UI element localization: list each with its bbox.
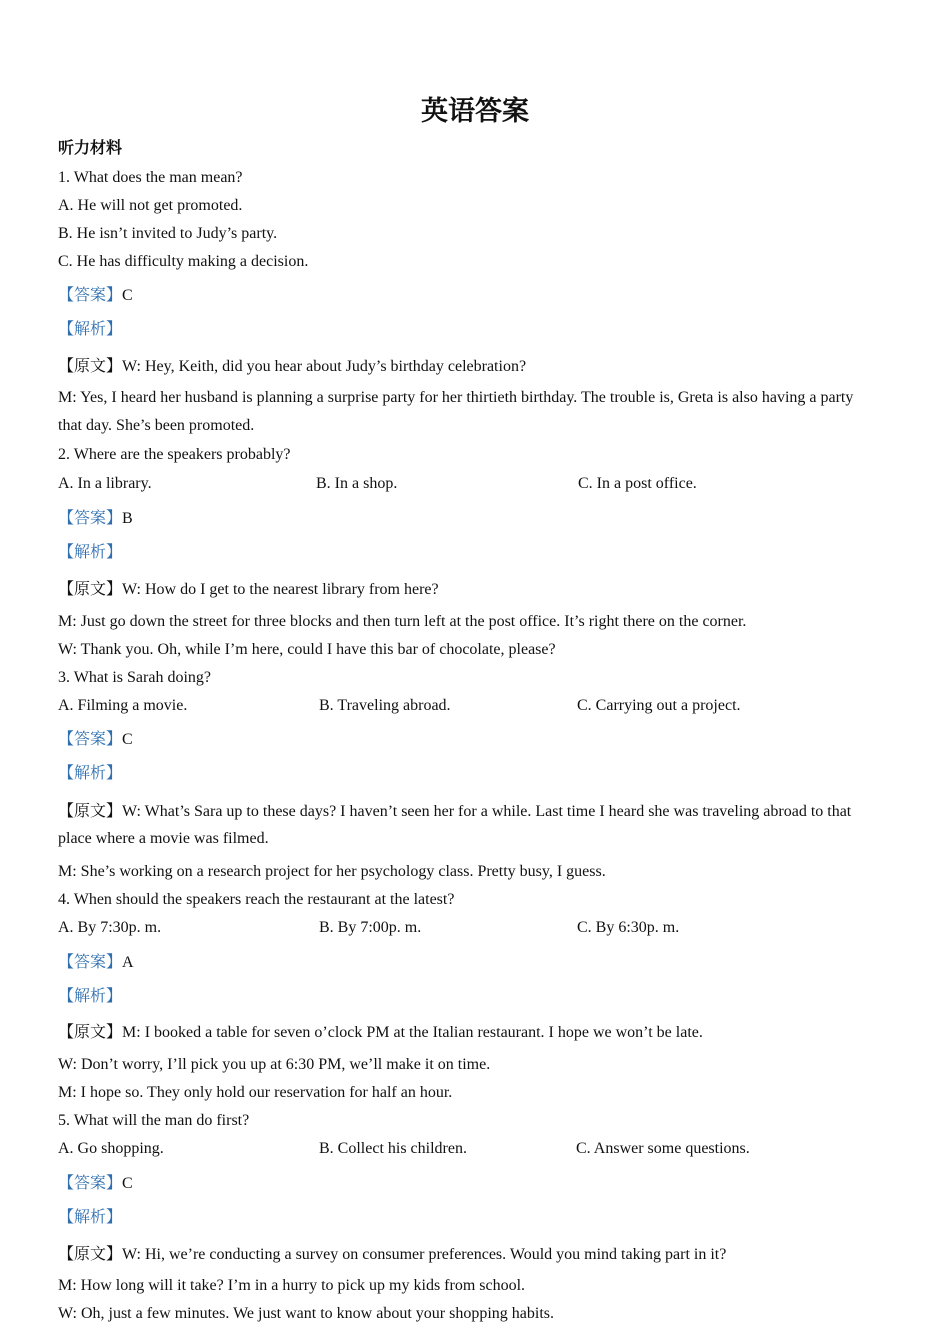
question-3: 3. What is Sarah doing? — [58, 669, 212, 686]
q2-option-b: B. In a shop. — [316, 475, 398, 492]
answer-tag: 【答案】 — [58, 510, 123, 527]
q2-answer-value: B — [122, 510, 133, 527]
q4-option-c: C. By 6:30p. m. — [577, 919, 680, 936]
q5-original-line-1: W: Hi, we’re conducting a survey on consumer preferences. Would you mind taking part in it? — [122, 1246, 727, 1263]
q2-original-line-2: M: Just go down the street for three blocks and then turn left at the post office. It’s right there on the corner. — [58, 613, 747, 630]
q4-original-line-1: M: I booked a table for seven o’clock PM at the Italian restaurant. I hope we won’t be late. — [122, 1024, 703, 1041]
original-tag: 【原文】 — [58, 358, 123, 375]
original-tag: 【原文】 — [58, 1024, 123, 1041]
section-heading: 听力材料 — [58, 140, 123, 157]
q3-original-line-1: W: What’s Sara up to these days? I haven’t seen her for a while. Last time I heard she was traveling abroad to that place where a movie was filmed. — [58, 803, 852, 847]
q1-option-c: C. He has difficulty making a decision. — [58, 253, 309, 270]
answer-tag: 【答案】 — [58, 731, 123, 748]
q3-original-1 — [58, 798, 868, 852]
answer-tag: 【答案】 — [58, 954, 123, 971]
q5-original-line-3: W: Oh, just a few minutes. We just want to know about your shopping habits. — [58, 1305, 554, 1322]
analysis-tag: 【解析】 — [58, 321, 123, 338]
q2-answer — [58, 509, 133, 529]
q1-answer — [58, 286, 133, 306]
q4-original-line-2: W: Don’t worry, I’ll pick you up at 6:30 PM, we’ll make it on time. — [58, 1056, 491, 1073]
q4-original-1 — [58, 1023, 703, 1043]
q5-option-b: B. Collect his children. — [319, 1140, 467, 1157]
q1-answer-value: C — [122, 287, 133, 304]
page-title: 英语答案 — [421, 96, 529, 126]
q5-answer-value: C — [122, 1175, 133, 1192]
q3-original-line-2: M: She’s working on a research project for her psychology class. Pretty busy, I guess. — [58, 863, 606, 880]
q4-answer — [58, 953, 134, 973]
q5-original-1 — [58, 1245, 726, 1265]
q4-analysis — [58, 987, 122, 1007]
q2-option-c: C. In a post office. — [578, 475, 697, 492]
question-2: 2. Where are the speakers probably? — [58, 446, 291, 463]
q1-option-a: A. He will not get promoted. — [58, 197, 243, 214]
q2-analysis — [58, 543, 122, 563]
question-5: 5. What will the man do first? — [58, 1112, 250, 1129]
question-4: 4. When should the speakers reach the restaurant at the latest? — [58, 891, 455, 908]
q4-original-line-3: M: I hope so. They only hold our reservation for half an hour. — [58, 1084, 453, 1101]
q4-option-a: A. By 7:30p. m. — [58, 919, 162, 936]
q2-option-a: A. In a library. — [58, 475, 152, 492]
q5-analysis — [58, 1208, 122, 1228]
analysis-tag: 【解析】 — [58, 1209, 123, 1226]
q2-original-1 — [58, 580, 439, 600]
q2-original-line-3: W: Thank you. Oh, while I’m here, could I have this bar of chocolate, please? — [58, 641, 556, 658]
q5-option-c: C. Answer some questions. — [576, 1140, 750, 1157]
q2-original-line-1: W: How do I get to the nearest library from here? — [122, 581, 439, 598]
original-tag: 【原文】 — [58, 803, 123, 820]
q3-answer — [58, 730, 133, 750]
q4-option-b: B. By 7:00p. m. — [319, 919, 422, 936]
q3-option-c: C. Carrying out a project. — [577, 697, 741, 714]
q1-analysis — [58, 320, 122, 340]
q1-original-line-2: M: Yes, I heard her husband is planning a surprise party for her thirtieth birthday. The trouble is, Greta is also having a party that day. She’s been promoted. — [58, 389, 854, 434]
q1-option-b: B. He isn’t invited to Judy’s party. — [58, 225, 278, 242]
q1-original-1 — [58, 357, 526, 377]
q3-option-a: A. Filming a movie. — [58, 697, 188, 714]
analysis-tag: 【解析】 — [58, 765, 123, 782]
q3-option-b: B. Traveling abroad. — [319, 697, 451, 714]
analysis-tag: 【解析】 — [58, 544, 123, 561]
original-tag: 【原文】 — [58, 1246, 123, 1263]
q4-answer-value: A — [122, 954, 134, 971]
question-1: 1. What does the man mean? — [58, 169, 243, 186]
analysis-tag: 【解析】 — [58, 988, 123, 1005]
q3-answer-value: C — [122, 731, 133, 748]
q1-original-line-1: W: Hey, Keith, did you hear about Judy’s birthday celebration? — [122, 358, 527, 375]
answer-tag: 【答案】 — [58, 1175, 123, 1192]
q5-option-a: A. Go shopping. — [58, 1140, 164, 1157]
answer-tag: 【答案】 — [58, 287, 123, 304]
original-tag: 【原文】 — [58, 581, 123, 598]
q3-analysis — [58, 764, 122, 784]
q5-original-line-2: M: How long will it take? I’m in a hurry to pick up my kids from school. — [58, 1277, 526, 1294]
q5-answer — [58, 1174, 133, 1194]
